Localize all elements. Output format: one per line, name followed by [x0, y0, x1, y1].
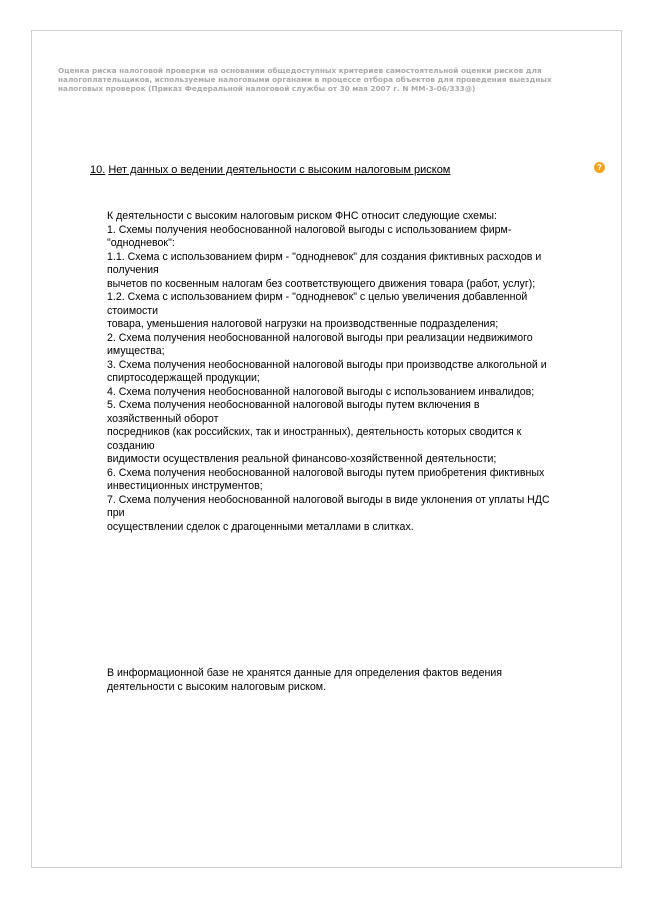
list-item: инвестиционных инструментов; [107, 480, 263, 492]
list-item: К деятельности с высоким налоговым риском ФНС относит следующие схемы: [107, 210, 497, 222]
list-item: 1.1. Схема с использованием фирм - "однодневок" для создания фиктивных расходов и получения [107, 250, 542, 276]
list-item: 5. Схема получения необоснованной налоговой выгоды путем включения в хозяйственный оборот [107, 399, 480, 425]
list-item: 1.2. Схема с использованием фирм - "однодневок" с целью увеличения добавленной стоимости [107, 291, 528, 317]
help-icon[interactable]: ? [594, 162, 605, 173]
list-item: 3. Схема получения необоснованной налоговой выгоды при производстве алкогольной и [107, 358, 547, 371]
schemes-list [107, 210, 552, 534]
list-item: 1. Схемы получения необоснованной налоговой выгоды с использованием фирм-"однодневок": [107, 223, 512, 249]
section-title [90, 163, 570, 177]
conclusion-text: В информационной базе не хранятся данные для определения фактов ведения деятельности с высоким налоговым риском. [107, 667, 503, 693]
report-header: Оценка риска налоговой проверки на основании общедоступных критериев самостоятельной оценки рисков для налогоплательщиков, используемые налоговыми органами в процессе отбора объектов для проведения выездных налоговых проверок (Приказ Федеральной налоговой службы от 30 мая 2007 г. N ММ-3-06/333@) [58, 66, 552, 94]
list-item: спиртосодержащей продукции; [107, 372, 260, 384]
list-item: осуществлении сделок с драгоценными металлами в слитках. [107, 520, 414, 533]
list-item: 7. Схема получения необоснованной налоговой выгоды в виде уклонения от уплаты НДС при [107, 493, 550, 519]
list-item: 2. Схема получения необоснованной налоговой выгоды при реализации недвижимого имущества; [107, 331, 533, 357]
list-item: видимости осуществления реальной финансово-хозяйственной деятельности; [107, 453, 497, 465]
list-item: посредников (как российских, так и иностранных), деятельность которых сводится к созданию [107, 426, 522, 452]
list-item: 6. Схема получения необоснованной налоговой выгоды путем приобретения фиктивных [107, 466, 545, 479]
section-number: 10. [90, 164, 106, 176]
list-item: 4. Схема получения необоснованной налоговой выгоды с использованием инвалидов; [107, 385, 535, 398]
section-title-text: Нет данных о ведении деятельности с высоким налоговым риском [108, 164, 451, 176]
list-item: товара, уменьшения налоговой нагрузки на производственные подразделения; [107, 318, 499, 330]
list-item: вычетов по косвенным налогам без соответствующего движения товара (работ, услуг); [107, 277, 536, 290]
